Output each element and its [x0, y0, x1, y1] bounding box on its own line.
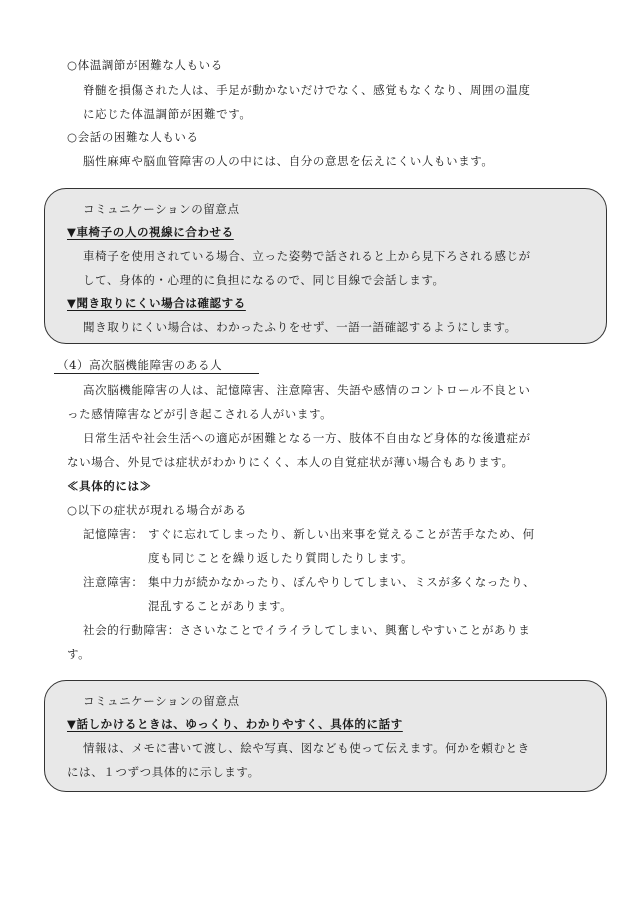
- paragraph-line: 高次脳機能障害の人は、記憶障害、注意障害、失語や感情のコントロール不良とい: [83, 383, 531, 397]
- attention-text: 集中力が続かなかったり、ぼんやりしてしまい、ミスが多くなったり、: [148, 575, 536, 589]
- box-title: コミュニケーションの留意点: [83, 202, 240, 216]
- heading-underline: [54, 373, 259, 374]
- bullet-temperature: ○体温調節が困難な人もいる: [67, 58, 223, 72]
- bullet-symptoms: ○以下の症状が現れる場合がある: [67, 503, 248, 517]
- bullet-conversation: ○会話の困難な人もいる: [67, 130, 199, 144]
- attention-label: 注意障害：: [83, 575, 144, 589]
- box-title: コミュニケーションの留意点: [83, 694, 240, 708]
- paragraph-line: 日常生活や社会生活への適応が困難となる一方、肢体不自由など身体的な後遺症が: [83, 431, 531, 445]
- box-text: 車椅子を使用されている場合、立った姿勢で話されると上から見下ろされる感じが: [83, 249, 531, 263]
- box-text: 情報は、メモに書いて渡し、絵や写真、図なども使って伝えます。何かを頼むとき: [83, 741, 530, 755]
- box-heading: ▼聞き取りにくい場合は確認する: [67, 296, 246, 310]
- box-heading: ▼話しかけるときは、ゆっくり、わかりやすく、具体的に話す: [67, 717, 403, 731]
- memory-text: 度も同じことを繰り返したり質問したりします。: [148, 551, 414, 565]
- memory-label: 記憶障害：: [83, 527, 144, 541]
- paragraph-line: ない場合、外見では症状がわかりにくく、本人の自覚症状が薄い場合もあります。: [67, 455, 514, 469]
- concrete-label: ≪具体的には≫: [67, 479, 152, 493]
- paragraph-line: 脊髄を損傷された人は、手足が動かないだけでなく、感覚もなくなり、周囲の温度: [83, 83, 531, 97]
- box-heading: ▼車椅子の人の視線に合わせる: [67, 225, 234, 239]
- paragraph-line: 脳性麻痺や脳血管障害の人の中には、自分の意思を伝えにくい人もいます。: [83, 154, 494, 168]
- paragraph-line: に応じた体温調節が困難です。: [83, 107, 252, 121]
- section-heading: （4）高次脳機能障害のある人: [57, 358, 223, 372]
- memory-text: すぐに忘れてしまったり、新しい出来事を覚えることが苦手なため、何: [148, 527, 535, 541]
- box-text: 聞き取りにくい場合は、わかったふりをせず、一語一語確認するようにします。: [83, 320, 517, 334]
- box-text: して、身体的・心理的に負担になるので、同じ目線で会話します。: [83, 273, 445, 287]
- social-behavior-text: す。: [67, 647, 91, 661]
- paragraph-line: った感情障害などが引き起こされる人がいます。: [67, 407, 333, 421]
- social-behavior-text: 社会的行動障害：ささいなことでイライラしてしまい、興奮しやすいことがありま: [83, 623, 531, 637]
- attention-text: 混乱することがあります。: [148, 599, 293, 613]
- box-text: には、１つずつ具体的に示します。: [67, 765, 260, 779]
